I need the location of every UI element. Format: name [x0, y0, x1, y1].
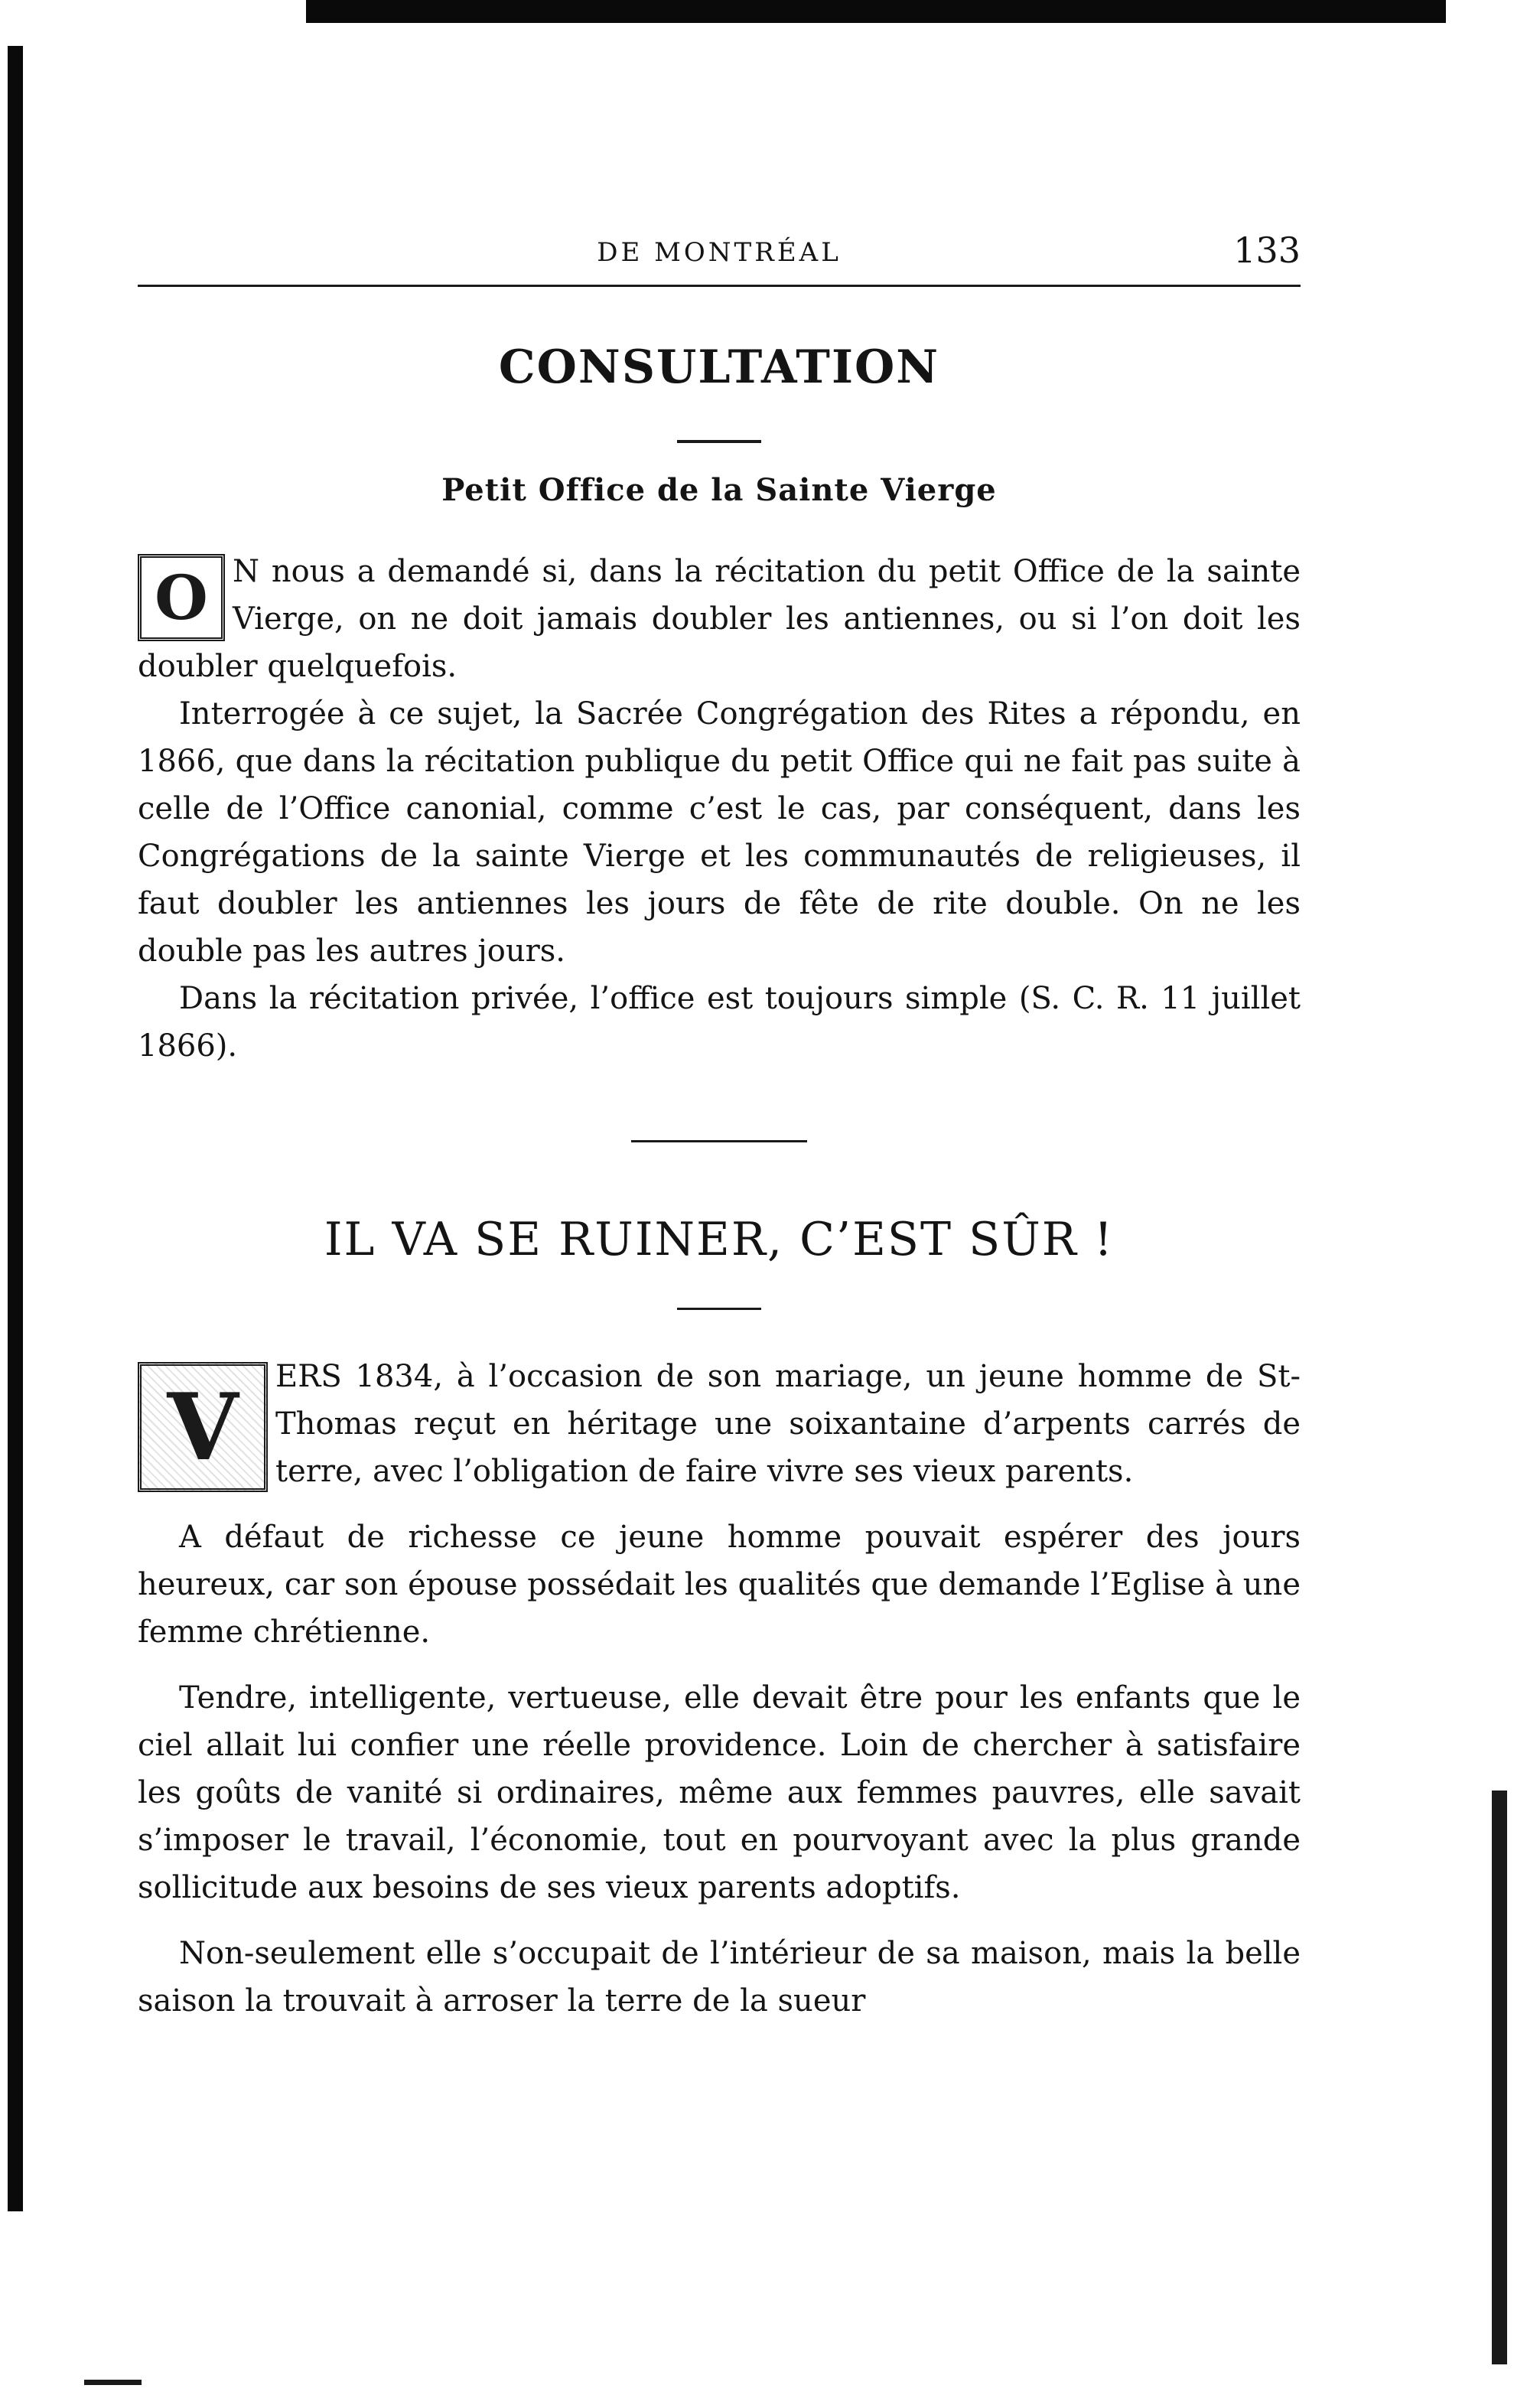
ornamental-dropcap: V [138, 1362, 268, 1492]
section-consultation-body [138, 548, 1301, 1070]
scan-edge-right [1492, 1791, 1507, 2364]
paragraph: Tendre, intelligente, vertueuse, elle devait être pour les enfants que le ciel allait lui confier une réelle providence. Loin de chercher à satisfaire les goûts de vanité si ordinaires, même aux femmes pauvres, elle savait s’imposer le travail, l’économie, tout en pourvoyant avec la plus grande sollicitude aux besoins de ses vieux parents adoptifs. [138, 1680, 1301, 1905]
section-title-ruiner: IL VA SE RUINER, C’EST SÛR ! [324, 1213, 1115, 1266]
ornamental-dropcap: O [138, 554, 225, 641]
paragraph: ERS 1834, à l’occasion de son mariage, un jeune homme de St-Thomas reçut en héritage une soixantaine d’arpents carrés de terre, avec l’obligation de faire vivre ses vieux parents. [275, 1359, 1301, 1489]
title-rule [677, 440, 761, 443]
page-number: 133 [1233, 230, 1301, 271]
book-page [138, 222, 1301, 2025]
running-head [138, 222, 1301, 275]
section-title-consultation: CONSULTATION [498, 341, 940, 394]
first-paragraph-block [138, 548, 1301, 690]
header-rule [138, 285, 1301, 287]
paragraph: A défaut de richesse ce jeune homme pouvait espérer des jours heureux, car son épouse possédait les qualités que demande l’Eglise à une femme chrétienne. [138, 1520, 1301, 1650]
paragraph: Dans la récitation privée, l’office est toujours simple (S. C. R. 11 juillet 1866). [138, 981, 1301, 1064]
title-rule [677, 1308, 761, 1310]
section-subtitle: Petit Office de la Sainte Vierge [441, 472, 997, 508]
first-paragraph-block [138, 1353, 1301, 1495]
section-separator [631, 1140, 807, 1142]
paragraph: Non-seulement elle s’occupait de l’intérieur de sa maison, mais la belle saison la trouvait à arroser la terre de la sueur [138, 1936, 1301, 2019]
running-title: DE MONTRÉAL [597, 237, 842, 268]
scan-mark-bottom [84, 2380, 142, 2385]
scan-edge-left [8, 46, 23, 2211]
paragraph: N nous a demandé si, dans la récitation du petit Office de la sainte Vierge, on ne doit jamais doubler les antiennes, ou si l’on doit les doubler quelquefois. [138, 554, 1301, 684]
scan-edge-top [306, 0, 1446, 23]
section-ruiner-body [138, 1353, 1301, 2025]
paragraph: Interrogée à ce sujet, la Sacrée Congrégation des Rites a répondu, en 1866, que dans la récitation publique du petit Office qui ne fait pas suite à celle de l’Office canonial, comme c’est le cas, par conséquent, dans les Congrégations de la sainte Vierge et les communautés de religieuses, il faut doubler les antiennes les jours de fête de rite double. On ne les double pas les autres jours. [138, 696, 1301, 969]
